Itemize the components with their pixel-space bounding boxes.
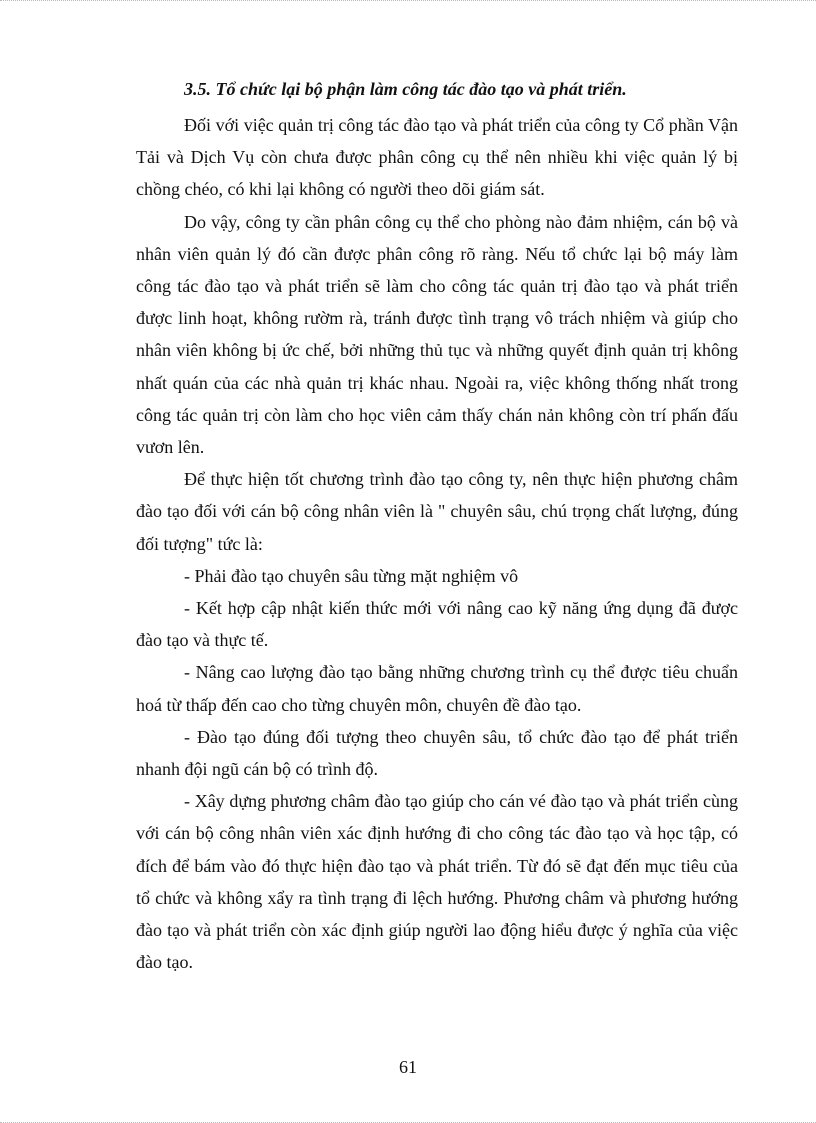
- bullet-4: - Đào tạo đúng đối tượng theo chuyên sâu, tổ chức đào tạo để phát triển nhanh đội ngũ cán bộ có trình độ.: [136, 726, 738, 780]
- paragraph-1: Đối với việc quản trị công tác đào tạo và phát triển của công ty Cổ phần Vận Tải và Dịch Vụ còn chưa được phân công cụ thể nên nhiều khi việc quản lý bị chồng chéo, có khi lại không có người theo dõi giám sát.: [136, 115, 738, 200]
- page-number: 61: [399, 1057, 417, 1077]
- bullet-2: - Kết hợp cập nhật kiến thức mới với nâng cao kỹ năng ứng dụng đã được đào tạo và thực tế.: [136, 598, 738, 651]
- section-heading: 3.5. Tổ chức lại bộ phận làm công tác đào tạo và phát triển.: [184, 79, 627, 99]
- bullet-1: - Phải đào tạo chuyên sâu từng mặt nghiệm vô: [184, 565, 519, 586]
- page-content: [136, 73, 738, 978]
- bullet-3: - Nâng cao lượng đào tạo bằng những chương trình cụ thể được tiêu chuẩn hoá từ thấp đến cao cho từng chuyên môn, chuyên đề đào tạo.: [136, 662, 738, 715]
- paragraph-3: Để thực hiện tốt chương trình đào tạo công ty, nên thực hiện phương châm đào tạo đối với cán bộ công nhân viên là " chuyên sâu, chú trọng chất lượng, đúng đối tượng" tức là:: [136, 469, 738, 554]
- paragraph-2: Do vậy, công ty cần phân công cụ thể cho phòng nào đảm nhiệm, cán bộ và nhân viên quản lý đó cần được phân công rõ ràng. Nếu tổ chức lại bộ máy làm công tác đào tạo và phát triển sẽ làm cho công tác quản trị đào tạo và phát triển được linh hoạt, không rườm rà, tránh được tình trạng vô trách nhiệm và giúp cho nhân viên không bị ức chế, bởi những thủ tục và những quyết định quản trị không nhất quán của các nhà quản trị khác nhau. Ngoài ra, việc không thống nhất trong công tác quản trị còn làm cho học viên cảm thấy chán nản không còn trí phấn đấu vươn lên.: [136, 211, 738, 458]
- bullet-5: - Xây dựng phương châm đào tạo giúp cho cán vé đào tạo và phát triển cùng với cán bộ công nhân viên xác định hướng đi cho công tác đào tạo và học tập, có đích để bám vào đó thực hiện đào tạo và phát triển. Từ đó sẽ đạt đến mục tiêu của tổ chức và không xẩy ra tình trạng đi lệch hướng. Phương châm và phương hướng đào tạo và phát triển còn xác định giúp người lao động hiểu được ý nghĩa của việc đào tạo.: [136, 791, 738, 973]
